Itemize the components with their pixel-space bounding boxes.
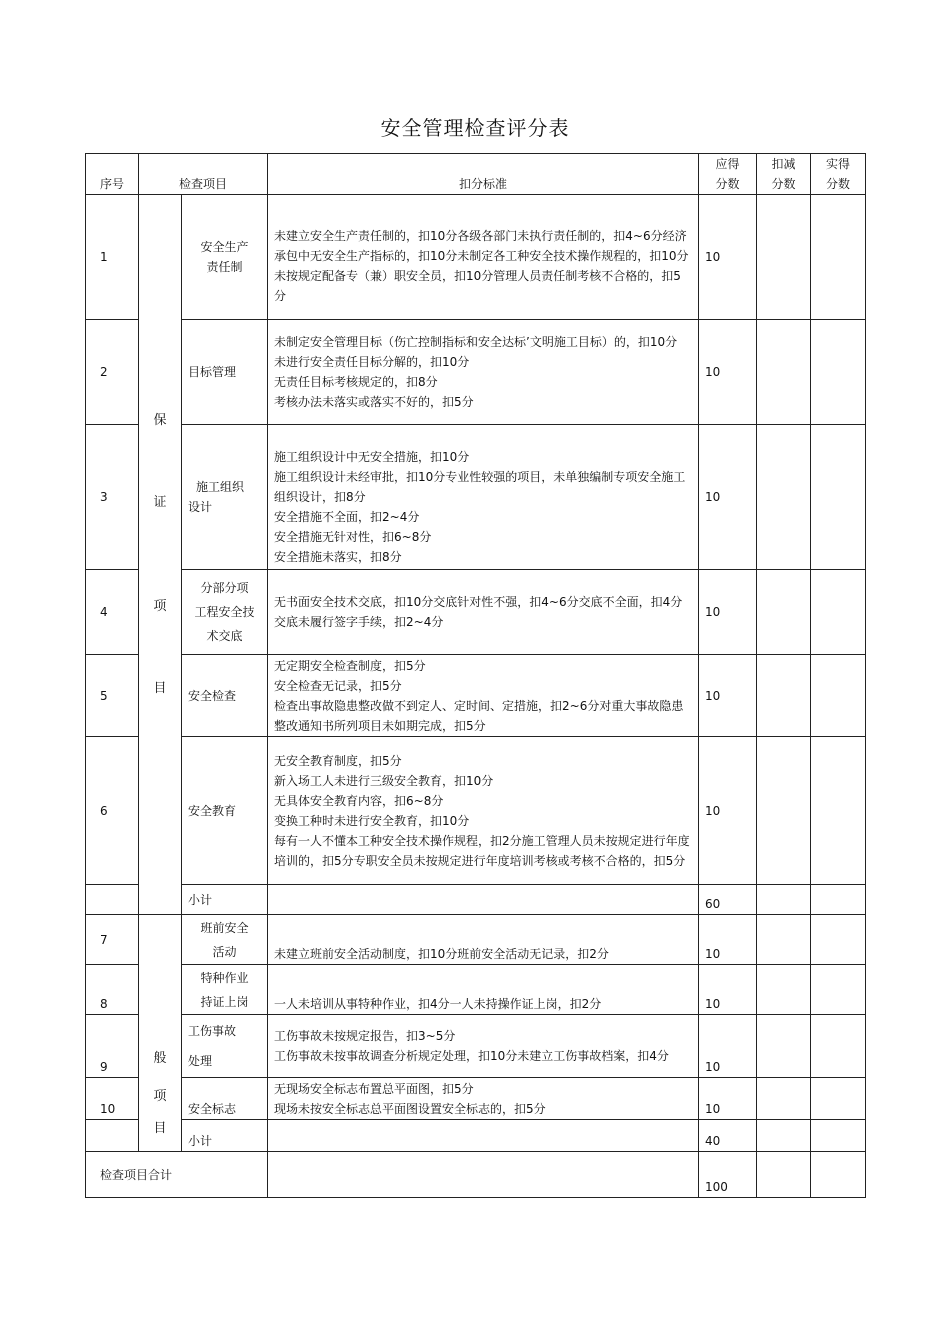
row-deduct[interactable] xyxy=(757,195,811,320)
row-actual[interactable] xyxy=(811,195,866,320)
table-row xyxy=(86,1078,866,1120)
row-standard: 施工组织设计中无安全措施，扣10分 施工组织设计未经审批，扣10分专业性较强的项目，未单独编制专项安全施工组织设计，扣8分 安全措施不全面，扣2~4分 安全措施无针对性，扣6~8分 安全措施未落实，扣8分 xyxy=(268,425,699,570)
table-row xyxy=(86,965,866,1015)
table-row xyxy=(86,195,866,320)
subtotal-deduct[interactable] xyxy=(757,885,811,915)
row-item: 班前安全 活动 xyxy=(182,915,268,965)
row-standard: 无现场安全标志布置总平面图，扣5分 现场未按安全标志总平面图设置安全标志的，扣5分 xyxy=(268,1078,699,1120)
row-standard: 无安全教育制度，扣5分 新入场工人未进行三级安全教育，扣10分 无具体安全教育内容，扣6~8分 变换工种时未进行安全教育，扣10分 每有一人不懂本工种安全技术操作规程，扣2分施工管理人员未按规定进行年度培训的，扣5分专职安全员未按规定进行年度培训考核或考核不合格的，扣5分 xyxy=(268,737,699,885)
row-standard: 未制定安全管理目标（伤亡控制指标和安全达标’文明施工目标）的，扣10分 未进行安全责任目标分解的，扣10分 无责任目标考核规定的，扣8分 考核办法未落实或落实不好的，扣5分 xyxy=(268,320,699,425)
row-item: 安全标志 xyxy=(182,1078,268,1120)
row-standard: 未建立班前安全活动制度，扣10分班前安全活动无记录，扣2分 xyxy=(268,915,699,965)
row-score: 10 xyxy=(699,570,757,655)
group-general: 般 项 目 xyxy=(139,915,182,1152)
subtotal-actual[interactable] xyxy=(811,885,866,915)
row-deduct[interactable] xyxy=(757,965,811,1015)
row-seq: 3 xyxy=(86,425,139,570)
row-seq: 10 xyxy=(86,1078,139,1120)
row-item: 施工组织 设计 xyxy=(182,425,268,570)
row-item: 安全检查 xyxy=(182,655,268,737)
row-item: 安全生产 责任制 xyxy=(182,195,268,320)
table-row xyxy=(86,320,866,425)
row-standard: 未建立安全生产责任制的，扣10分各级各部门未执行责任制的，扣4~6分经济承包中无安全生产指标的，扣10分未制定各工种安全技术操作规程的，扣10分未按规定配备专（兼）职安全员，扣10分管理人员责任制考核不合格的，扣5分 xyxy=(268,195,699,320)
row-standard: 一人未培训从事特种作业，扣4分一人未持操作证上岗，扣2分 xyxy=(268,965,699,1015)
table-row xyxy=(86,655,866,737)
table-row xyxy=(86,737,866,885)
row-actual[interactable] xyxy=(811,570,866,655)
row-seq: 4 xyxy=(86,570,139,655)
row-seq: 5 xyxy=(86,655,139,737)
row-seq: 2 xyxy=(86,320,139,425)
row-score: 10 xyxy=(699,655,757,737)
subtotal-deduct[interactable] xyxy=(757,1120,811,1152)
header-row xyxy=(86,154,866,195)
row-score: 10 xyxy=(699,737,757,885)
row-actual[interactable] xyxy=(811,425,866,570)
row-deduct[interactable] xyxy=(757,570,811,655)
row-score: 10 xyxy=(699,320,757,425)
row-seq: 1 xyxy=(86,195,139,320)
page-title: 安全管理检查评分表 xyxy=(380,116,570,140)
total-row xyxy=(86,1152,866,1198)
row-deduct[interactable] xyxy=(757,655,811,737)
subtotal-actual[interactable] xyxy=(811,1120,866,1152)
header-item: 检查项目 xyxy=(139,154,268,195)
row-seq: 9 xyxy=(86,1015,139,1078)
row-seq: 8 xyxy=(86,965,139,1015)
table-row xyxy=(86,425,866,570)
row-deduct[interactable] xyxy=(757,425,811,570)
row-item: 工伤事故 处理 xyxy=(182,1015,268,1078)
total-deduct[interactable] xyxy=(757,1152,811,1198)
row-deduct[interactable] xyxy=(757,1078,811,1120)
row-score: 10 xyxy=(699,1078,757,1120)
row-deduct[interactable] xyxy=(757,737,811,885)
row-item: 目标管理 xyxy=(182,320,268,425)
row-item: 安全教育 xyxy=(182,737,268,885)
total-label: 检查项目合计 xyxy=(86,1152,268,1198)
subtotal-label: 小计 xyxy=(182,1120,268,1152)
header-standard: 扣分标准 xyxy=(268,154,699,195)
subtotal-score: 60 xyxy=(699,885,757,915)
row-deduct[interactable] xyxy=(757,915,811,965)
subtotal-row xyxy=(86,1120,866,1152)
table-row xyxy=(86,915,866,965)
total-score: 100 xyxy=(699,1152,757,1198)
row-actual[interactable] xyxy=(811,965,866,1015)
row-score: 10 xyxy=(699,965,757,1015)
row-actual[interactable] xyxy=(811,655,866,737)
subtotal-label: 小计 xyxy=(182,885,268,915)
row-item: 分部分项 工程安全技 术交底 xyxy=(182,570,268,655)
row-score: 10 xyxy=(699,195,757,320)
row-seq: 7 xyxy=(86,915,139,965)
row-score: 10 xyxy=(699,915,757,965)
row-actual[interactable] xyxy=(811,320,866,425)
row-actual[interactable] xyxy=(811,737,866,885)
row-standard: 工伤事故未按规定报告，扣3~5分 工伤事故未按事故调查分析规定处理，扣10分未建立工伤事故档案，扣4分 xyxy=(268,1015,699,1078)
subtotal-row xyxy=(86,885,866,915)
row-deduct[interactable] xyxy=(757,1015,811,1078)
row-standard: 无定期安全检查制度，扣5分 安全检查无记录，扣5分 检查出事故隐患整改做不到定人、定时间、定措施，扣2~6分对重大事故隐患整改通知书所列项目未如期完成，扣5分 xyxy=(268,655,699,737)
row-score: 10 xyxy=(699,1015,757,1078)
row-actual[interactable] xyxy=(811,915,866,965)
table-row xyxy=(86,1015,866,1078)
row-actual[interactable] xyxy=(811,1015,866,1078)
score-table xyxy=(85,153,866,1198)
header-deduct-score: 扣减 分数 xyxy=(757,154,811,195)
row-seq: 6 xyxy=(86,737,139,885)
total-actual[interactable] xyxy=(811,1152,866,1198)
header-should-score: 应得 分数 xyxy=(699,154,757,195)
header-actual-score: 实得 分数 xyxy=(811,154,866,195)
subtotal-score: 40 xyxy=(699,1120,757,1152)
row-deduct[interactable] xyxy=(757,320,811,425)
row-score: 10 xyxy=(699,425,757,570)
header-seq: 序号 xyxy=(86,154,139,195)
row-item: 特种作业 持证上岗 xyxy=(182,965,268,1015)
table-row xyxy=(86,570,866,655)
row-actual[interactable] xyxy=(811,1078,866,1120)
row-standard: 无书面安全技术交底，扣10分交底针对性不强，扣4~6分交底不全面，扣4分 交底未履行签字手续，扣2~4分 xyxy=(268,570,699,655)
group-guarantee: 保 证 项 目 xyxy=(139,195,182,915)
